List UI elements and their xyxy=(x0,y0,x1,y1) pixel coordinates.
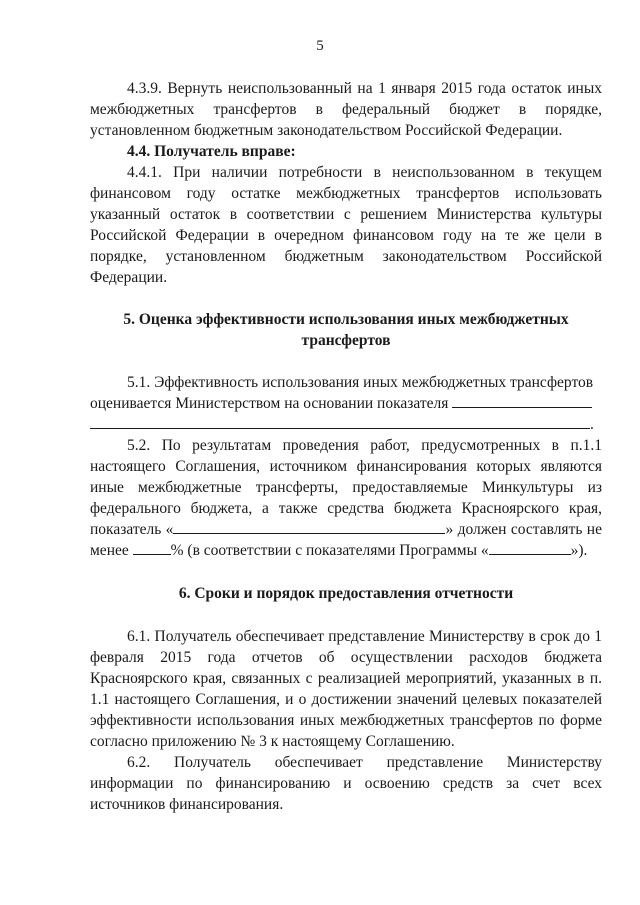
clause-5-1-end: . xyxy=(590,416,594,433)
section-6-title: 6. Сроки и порядок предоставления отчетности xyxy=(178,585,514,602)
clause-6-2: 6.2. Получатель обеспечивает представление Министерству информации по финансированию и освоению средств за счет всех источников финансирования. xyxy=(90,754,602,813)
section-5-title: 5. Оценка эффективности использования иных межбюджетных трансфертов xyxy=(123,311,569,349)
clause-5-2 xyxy=(90,435,602,561)
page-content xyxy=(90,78,602,815)
clause-5-2-text-c: % (в соответствии с показателями Программы « xyxy=(170,542,489,559)
clause-4-4-1: 4.4.1. При наличии потребности в неиспользованном в текущем финансовом году остатке межбюджетных трансфертов использовать указанный остаток в соответствии с решением Министерства культуры Российской Федерации в очередном финансовом году на те же цели в порядке, установленном бюджетным законодательством Российской Федерации. xyxy=(90,164,602,286)
clause-5-2-text-d: »). xyxy=(570,542,588,559)
clause-5-1-text: 5.1. Эффективность использования иных межбюджетных трансфертов оценивается Министерством на основании показателя xyxy=(90,374,594,412)
indicator-name-blank xyxy=(173,519,445,534)
clause-6-1: 6.1. Получатель обеспечивает представление Министерству в срок до 1 февраля 2015 года отчетов об осуществлении расходов бюджета Красноярского края, связанных с реализацией мероприятий, указанных в п. 1.1 настоящего Соглашения, и о достижении значений целевых показателей эффективности использования иных межбюджетных трансфертов по форме согласно приложению № 3 к настоящему Соглашению. xyxy=(90,628,602,750)
clause-4-3-9: 4.3.9. Вернуть неиспользованный на 1 января 2015 года остаток иных межбюджетных трансфертов в федеральный бюджет в порядке, установленном бюджетным законодательством Российской Федерации. xyxy=(90,80,602,139)
page-number: 5 xyxy=(316,38,324,54)
clause-5-1 xyxy=(90,372,602,414)
indicator-blank-1 xyxy=(452,393,592,408)
indicator-blank-2 xyxy=(90,414,590,429)
percent-blank xyxy=(133,540,171,555)
clause-4-4-heading: 4.4. Получатель вправе: xyxy=(127,143,296,160)
clause-5-2-text-b: » должен составлять не менее xyxy=(90,521,602,559)
clause-5-2-text-a: 5.2. По результатам проведения работ, предусмотренных в п.1.1 настоящего Соглашения, источником финансирования которых являются иные межбюджетные трансферты, предоставляемые Минкультуры из федерального бюджета, а также средства бюджета Красноярского края, показатель « xyxy=(90,437,602,538)
clause-5-1-line xyxy=(90,414,602,435)
program-name-blank xyxy=(489,540,571,555)
